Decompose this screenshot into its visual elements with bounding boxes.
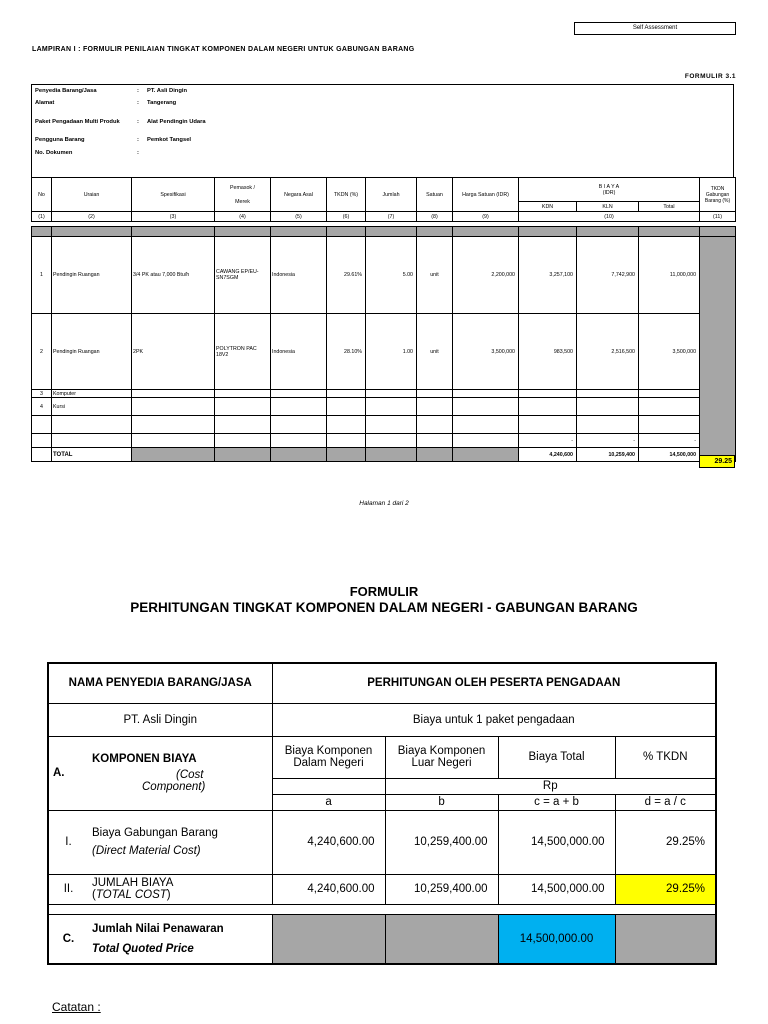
cell-jumlah: 5.00 — [366, 237, 417, 314]
cell-total: 3,500,000 — [639, 314, 700, 390]
calc-row-i — [48, 810, 716, 874]
page-indicator: Halaman 1 dari 2 — [359, 500, 409, 507]
info-label: No. Dokumen — [35, 150, 73, 156]
cell-jumlah: 1.00 — [366, 314, 417, 390]
cell-spesifikasi: 3/4 PK atau 7,000 Btu/h — [132, 237, 215, 314]
info-row — [35, 137, 191, 143]
total-tkdn-gabungan: 29.25 — [699, 455, 735, 468]
header-biaya-label: B I A Y A — [598, 183, 620, 190]
value-d: 29.25% — [615, 810, 716, 874]
table-row — [32, 416, 736, 434]
info-box — [31, 84, 734, 177]
row-label: Jumlah Nilai Penawaran — [92, 922, 224, 935]
info-row — [35, 88, 187, 94]
header-pemasok — [215, 178, 271, 212]
calc-header-row — [48, 663, 716, 703]
header-jumlah: Jumlah — [366, 178, 417, 212]
info-label: Alamat — [35, 100, 55, 106]
cell-kln: 7,742,900 — [577, 237, 639, 314]
header-row — [32, 178, 736, 202]
col-number: (9) — [453, 212, 519, 222]
cell-negara: Indonesia — [271, 237, 327, 314]
value-d: 29.25% — [615, 874, 716, 904]
cost-component-label: Component) — [142, 781, 206, 793]
header-tkdn: TKDN (%) — [327, 178, 366, 212]
cell-no: 3 — [32, 390, 52, 398]
header-uraian: Uraian — [52, 178, 132, 212]
cell-uraian: Komputer — [52, 390, 132, 398]
col-number: (3) — [132, 212, 215, 222]
header-harga: Harga Satuan (IDR) — [453, 178, 519, 212]
column-number-row — [32, 212, 736, 222]
info-colon: : — [137, 150, 139, 156]
calc-column-header-row — [48, 736, 716, 778]
header-kdn: KDN — [519, 202, 577, 212]
total-kln: 10,259,400 — [577, 448, 639, 462]
cell-no: 1 — [32, 237, 52, 314]
header-negara: Negara Asal — [271, 178, 327, 212]
cell-tkdn: 29.61% — [327, 237, 366, 314]
cell-negara: Indonesia — [271, 314, 327, 390]
info-label: Paket Pengadaan Multi Produk — [35, 119, 120, 125]
header-kln: KLN — [577, 202, 639, 212]
col-number: (10) — [519, 212, 700, 222]
cell-tkdn-gabungan — [700, 237, 736, 462]
header-idr-label: (IDR) — [602, 189, 616, 196]
info-label: Penyedia Barang/Jasa — [35, 88, 97, 94]
cell-dash: - — [577, 434, 639, 448]
cell-uraian: Pendingin Ruangan — [52, 237, 132, 314]
cell-no: 4 — [32, 398, 52, 416]
col-number: (7) — [366, 212, 417, 222]
calc-spacer-row — [48, 904, 716, 914]
table-row — [32, 390, 736, 398]
cell-tkdn: 28.10% — [327, 314, 366, 390]
header-pemasok-line2: Merek — [235, 198, 250, 205]
calculation-table — [47, 662, 717, 965]
info-colon: : — [137, 119, 139, 125]
total-label: TOTAL — [52, 448, 132, 462]
cell-satuan: unit — [417, 237, 453, 314]
value-c: 14,500,000.00 — [498, 810, 615, 874]
table-row — [32, 398, 736, 416]
header-biaya — [519, 178, 700, 202]
info-value: Pemkot Tangsel — [147, 137, 192, 143]
col-number: (4) — [215, 212, 271, 222]
row-number: C. — [48, 914, 88, 964]
komponen-biaya-label: KOMPONEN BIAYA — [92, 753, 197, 765]
value-c: 14,500,000.00 — [498, 874, 615, 904]
col-a-header: Biaya Komponen Dalam Negeri — [272, 736, 385, 778]
table-row — [32, 434, 736, 448]
info-value: Tangerang — [147, 100, 177, 106]
cost-component-label: (Cost — [176, 769, 204, 781]
grey-separator-row — [32, 227, 736, 237]
formulir-number: FORMULIR 3.1 — [684, 73, 736, 80]
value-b: 10,259,400.00 — [385, 810, 498, 874]
cell-no: 2 — [32, 314, 52, 390]
cell-pemasok: CAWANG EP/EU-SN7SGM — [215, 237, 271, 314]
col-b-header: Biaya Komponen Luar Negeri — [385, 736, 498, 778]
form-subtitle: PERHITUNGAN TINGKAT KOMPONEN DALAM NEGERI - GABUNGAN BARANG — [130, 600, 638, 615]
biaya-paket-label: Biaya untuk 1 paket pengadaan — [272, 703, 716, 736]
info-row — [35, 119, 206, 125]
nama-penyedia-header: NAMA PENYEDIA BARANG/JASA — [48, 663, 272, 703]
formula-c: c = a + b — [498, 794, 615, 810]
value-a: 4,240,600.00 — [272, 810, 385, 874]
lampiran-title: LAMPIRAN I : FORMULIR PENILAIAN TINGKAT KOMPONEN DALAM NEGERI UNTUK GABUNGAN BARANG — [32, 46, 415, 53]
header-pemasok-line1: Pemasok / — [229, 184, 256, 191]
info-colon: : — [137, 137, 139, 143]
col-number: (2) — [52, 212, 132, 222]
perhitungan-header: PERHITUNGAN OLEH PESERTA PENGADAAN — [272, 663, 716, 703]
header-no: No — [32, 178, 52, 212]
calc-name-row — [48, 703, 716, 736]
table-row — [32, 314, 736, 390]
row-sublabel: Total Quoted Price — [92, 942, 194, 955]
col-number: (1) — [32, 212, 52, 222]
row-sublabel: (Direct Material Cost) — [92, 845, 201, 857]
col-number: (5) — [271, 212, 327, 222]
cell-harga: 2,200,000 — [453, 237, 519, 314]
info-row — [35, 100, 176, 106]
col-c-header: Biaya Total — [498, 736, 615, 778]
table-row — [32, 237, 736, 314]
info-label: Pengguna Barang — [35, 137, 85, 143]
cell-kdn: 983,500 — [519, 314, 577, 390]
cell-uraian: Pendingin Ruangan — [52, 314, 132, 390]
section-a-label: A. — [48, 736, 88, 810]
self-assessment-box: Self Assessment — [574, 22, 736, 35]
total-row — [32, 448, 736, 462]
komponen-biaya-cell — [88, 736, 272, 810]
col-number: (8) — [417, 212, 453, 222]
total-kdn: 4,240,600 — [519, 448, 577, 462]
row-label: Biaya Gabungan Barang — [92, 827, 218, 839]
rp-label: Rp — [385, 778, 716, 794]
cell-dash: - — [519, 434, 577, 448]
cell-total: 11,000,000 — [639, 237, 700, 314]
row-number: II. — [48, 874, 88, 904]
form-title: FORMULIR — [349, 584, 419, 599]
header-satuan: Satuan — [417, 178, 453, 212]
catatan-label: Catatan : — [52, 1000, 101, 1014]
row-number: I. — [48, 810, 88, 874]
component-table — [31, 177, 736, 462]
nama-penyedia-value: PT. Asli Dingin — [48, 703, 272, 736]
col-number: (11) — [700, 212, 736, 222]
value-b: 10,259,400.00 — [385, 874, 498, 904]
cell-uraian: Kursi — [52, 398, 132, 416]
col-number: (6) — [327, 212, 366, 222]
row-label: JUMLAH BIAYA — [92, 877, 174, 889]
row-label-cell — [88, 810, 272, 874]
total-total: 14,500,000 — [639, 448, 700, 462]
row-sublabel: TOTAL COST — [95, 889, 167, 901]
cell-pemasok: POLYTRON PAC 18V2 — [215, 314, 271, 390]
header-total: Total — [639, 202, 700, 212]
cell-dash: - — [639, 434, 700, 448]
row-label-cell — [88, 914, 272, 964]
header-tkdn-gabungan: TKDN Gabungan Barang (%) — [700, 178, 736, 212]
cell-spesifikasi: 2PK — [132, 314, 215, 390]
header-spesifikasi: Spesifikasi — [132, 178, 215, 212]
row-label-cell: JUMLAH BIAYA (TOTAL COST) — [88, 874, 272, 904]
calc-row-ii — [48, 874, 716, 904]
info-value: PT. Asli Dingin — [147, 88, 188, 94]
info-colon: : — [137, 100, 139, 106]
value-a: 4,240,600.00 — [272, 874, 385, 904]
cell-kdn: 3,257,100 — [519, 237, 577, 314]
cell-kln: 2,516,500 — [577, 314, 639, 390]
formula-b: b — [385, 794, 498, 810]
total-quoted-price-value: 14,500,000.00 — [498, 914, 615, 964]
info-row — [35, 150, 147, 156]
info-colon: : — [137, 88, 139, 94]
formula-a: a — [272, 794, 385, 810]
col-d-header: % TKDN — [615, 736, 716, 778]
formula-d: d = a / c — [615, 794, 716, 810]
cell-satuan: unit — [417, 314, 453, 390]
info-value: Alat Pendingin Udara — [147, 119, 206, 125]
cell-harga: 3,500,000 — [453, 314, 519, 390]
calc-row-c — [48, 914, 716, 964]
